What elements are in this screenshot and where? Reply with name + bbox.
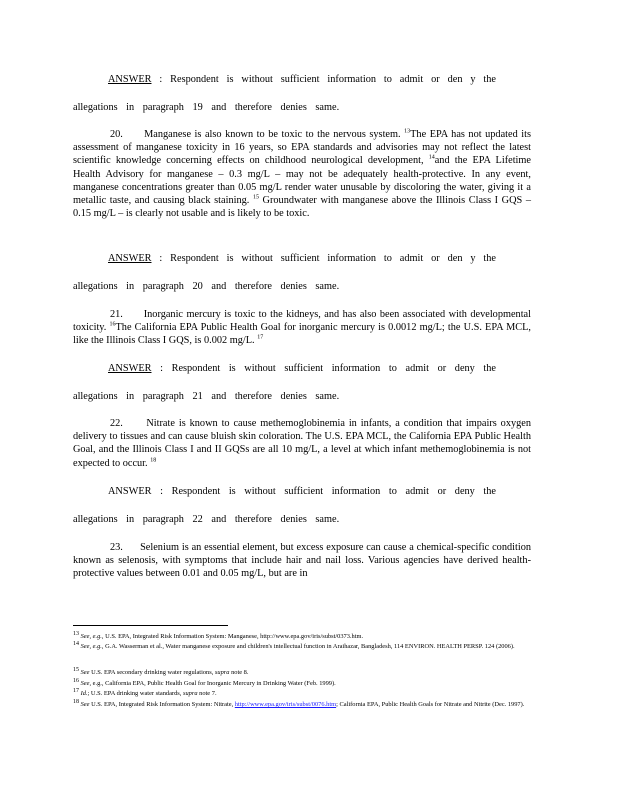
allegations-line: allegations in paragraph 22 and therefore denies same. — [73, 514, 340, 525]
footnote-ref: 18 — [150, 457, 157, 464]
footnote-18: $^{18}$ See U.S. EPA, Integrated Risk Information System: Nitrate, http://www.epa.gov/iris/subst/0076.htm; California EPA, Public Health Goals for Nitrate and Nitrite (Dec. 1997). — [73, 698, 525, 708]
footnote-ref: 15 — [252, 194, 259, 201]
allegations-line: allegations in paragraph 21 and therefore denies same. — [73, 391, 340, 402]
footnote-17: $^{17}$ Id.; U.S. EPA drinking water standards, supra note 7. — [73, 687, 217, 697]
footnote-13: $^{13}$ See, e.g., U.S. EPA, Integrated Risk Information System: Manganese, http://www.epa.gov/iris/subst/0373.htm. — [73, 630, 364, 640]
answer-label: ANSWER — [108, 74, 152, 85]
answer-line: ANSWER : Respondent is without sufficient information to admit or den y the — [108, 253, 496, 264]
footnote-14: $^{14}$ See, e.g., G.A. Wasserman et al., Water manganese exposure and children's intellectual function in Araihazar, Bangladesh, 114 ENVIRON. HEALTH PERSP. 124 (2006). — [73, 640, 515, 650]
answer-line: ANSWER : Respondent is without sufficient information to admit or deny the — [108, 486, 497, 497]
footnote-link[interactable]: http://www.epa.gov/iris/subst/0076.htm — [234, 701, 337, 708]
footnote-ref: 14 — [428, 154, 435, 161]
footnote-separator — [73, 625, 228, 626]
paragraph-22: 22. Nitrate is known to cause methemoglobinemia in infants, a condition that impairs oxygen delivery to tissues and can cause bluish skin coloration. The U.S. EPA MCL, the California EPA Public Health Goal, and the Illinois Class I and II GQSs are all 10 mg/L, a level at which infant methemoglobinemia is not expected to occur. $^{18}$ — [73, 418, 531, 469]
answer-text: : Respondent is without sufficient information to admit or den y the — [159, 74, 496, 85]
answer-line — [108, 73, 496, 86]
footnote-16: $^{16}$ See, e.g., California EPA, Public Health Goal for Inorganic Mercury in Drinking Water (Feb. 1999). — [73, 677, 336, 687]
footnote-ref: 17 — [257, 334, 264, 341]
allegations-line: allegations in paragraph 20 and therefore denies same. — [73, 281, 340, 292]
paragraph-20: 20. Manganese is also known to be toxic to the nervous system. $^{13}$The EPA has not updated its assessment of manganese toxicity in 16 years, so EPA standards and advisories may not reflect the latest scientific knowledge concerning effects on childhood neurological development, $^{14}$and the EPA Lifetime Health Advisory for manganese – 0.3 mg/L – may not be adequately health-protective. In any event, manganese concentrations greater than 0.05 mg/L render water unusable by discoloring the water, giving it a metallic taste, and causing black staining. $^{15}$ Groundwater with manganese above the Illinois Class I GQS – 0.15 mg/L – is clearly not usable and is likely to be toxic. — [73, 128, 532, 220]
paragraph-21: 21. Inorganic mercury is toxic to the kidneys, and has also been associated with developmental toxicity. $^{16}$The California EPA Public Health Goal for inorganic mercury is 0.0012 mg/L; the U.S. EPA MCL, like the Illinois Class I GQS, is 0.002 mg/L. $^{17}$ — [73, 309, 531, 347]
footnote-ref: 13 — [404, 128, 411, 135]
footnote-ref: 16 — [109, 321, 116, 328]
footnote-15: $^{15}$ See U.S. EPA secondary drinking water regulations, supra note 8. — [73, 666, 249, 676]
allegations-line: allegations in paragraph 19 and therefore denies same. — [73, 102, 340, 113]
paragraph-23: 23. Selenium is an essential element, but excess exposure can cause a chemical-specific condition known as selenosis, with symptoms that include hair and nail loss. Various agencies have derived health-protective values between 0.01 and 0.05 mg/L, but are in — [73, 542, 531, 580]
answer-line: ANSWER : Respondent is without sufficient information to admit or deny the — [108, 363, 497, 374]
